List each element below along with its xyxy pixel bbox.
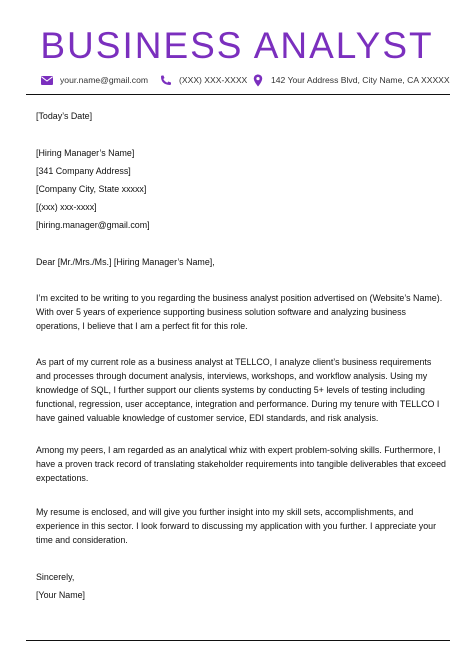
recipient-city-state: [Company City, State xxxxx] bbox=[36, 184, 147, 194]
contact-address bbox=[251, 72, 450, 88]
paragraph-2: As part of my current role as a business analyst at TELLCO, I analyze client’s business requirements and processes through document analysis, interviews, workshops, and workflow analysis. Using my knowledge of SQL, I further support our clients systems by conducting 5+ levels of testing including functional, regression, user acceptance, integration and performance. During my tenure with TELLCO I have gained valuable knowledge of customer service, EDI standards, and risk analysis. bbox=[36, 357, 440, 423]
recipient-email: [hiring.manager@gmail.com] bbox=[36, 220, 150, 230]
contact-email bbox=[40, 72, 148, 88]
page-title: BUSINESS ANALYST bbox=[40, 25, 434, 66]
email-text: your.name@gmail.com bbox=[60, 75, 149, 85]
header-divider bbox=[26, 94, 450, 95]
recipient-name: [Hiring Manager’s Name] bbox=[36, 148, 135, 158]
paragraph-3: Among my peers, I am regarded as an analytical whiz with expert problem-solving skills. Furthermore, I have a proven track record of translating stakeholder requirements into tangible deliverables that exceed expectations. bbox=[36, 445, 446, 483]
paragraph-4: My resume is enclosed, and will give you further insight into my skill sets, accomplishments, and experience in this sector. I look forward to discussing my application with you further. I appreciate your time and consideration. bbox=[36, 507, 437, 545]
contact-phone bbox=[159, 72, 247, 88]
closing: Sincerely, bbox=[36, 572, 75, 582]
location-pin-icon bbox=[251, 74, 265, 86]
recipient-phone: [(xxx) xxx-xxxx] bbox=[36, 202, 97, 212]
phone-text: (XXX) XXX-XXXX bbox=[179, 75, 248, 85]
signature: [Your Name] bbox=[36, 590, 86, 600]
letter-date: [Today’s Date] bbox=[36, 111, 93, 121]
paragraph-1: I’m excited to be writing to you regarding the business analyst position advertised on (Website’s Name). With over 5 years of experience supporting business solution software and analyzing business operations, I believe that I am a perfect fit for this role. bbox=[36, 293, 443, 331]
recipient-company-address: [341 Company Address] bbox=[36, 166, 131, 176]
salutation: Dear [Mr./Mrs./Ms.] [Hiring Manager’s Name], bbox=[36, 257, 215, 267]
envelope-icon bbox=[40, 74, 54, 86]
phone-icon bbox=[159, 74, 173, 86]
footer-divider bbox=[26, 640, 450, 641]
address-text: 142 Your Address Blvd, City Name, CA XXXXX bbox=[271, 75, 450, 85]
